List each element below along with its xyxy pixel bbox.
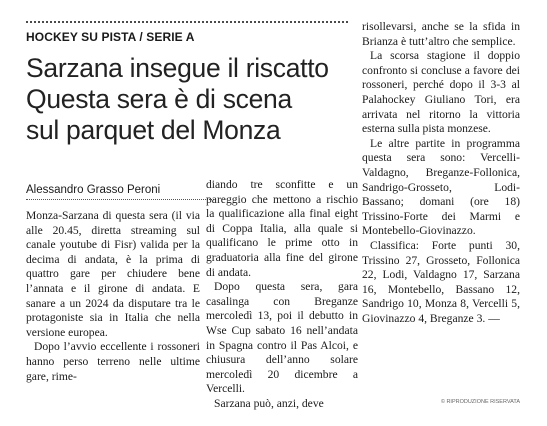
article-column-3 bbox=[362, 20, 520, 396]
paragraph: Dopo l’avvio eccellente i rossoneri hanno perso terreno nelle ultime gare, rime- bbox=[26, 340, 200, 383]
paragraph: Sarzana può, anzi, deve bbox=[214, 396, 324, 410]
article-column-2 bbox=[206, 178, 358, 414]
paragraph: La scorsa stagione il doppio confronto si concluse a favore dei rossoneri, perché dopo il 3-3 al Palahockey Giuliano Tori, era arrivata nel ritorno la vittoria esterna sulla pista monzese. bbox=[362, 49, 520, 136]
paragraph: diando tre sconfitte e un pareggio che mettono a rischio la qualificazione alla final eight di Coppa Italia, alla quale si qualificano le prime otto in graduatoria alla fine del girone di andata. bbox=[206, 178, 358, 279]
paragraph: risollevarsi, anche se la sfida in Brianza è tutt’altro che semplice. bbox=[362, 20, 520, 48]
copyright-notice: © RIPRODUZIONE RISERVATA bbox=[440, 399, 520, 405]
paragraph: Le altre partite in programma questa sera sono: Vercelli-Valdagno, Breganze-Follonica, Sandrigo-Grosseto, Lodi-Bassano; domani (ore 18) Trissino-Forte dei Marmi e Montebello-Giovinazzo. bbox=[362, 136, 520, 238]
article-column-1 bbox=[26, 209, 200, 414]
headline-line-3: sul parquet del Monza bbox=[26, 115, 281, 145]
paragraph: Dopo questa sera, gara casalinga con Breganze mercoledì 13, poi il debutto in Wse Cup sabato 16 nell’andata in Spagna contro il Pas Alcoi, e chiusura dell’anno solare mercoledì 20 dicembre a Vercelli. bbox=[206, 280, 358, 396]
headline-line-2: Questa sera è di scena bbox=[26, 84, 292, 114]
byline: Alessandro Grasso Peroni bbox=[26, 184, 161, 196]
section-label: HOCKEY SU PISTA / SERIE A bbox=[26, 30, 195, 44]
headline-line-1: Sarzana insegue il riscatto bbox=[26, 53, 329, 83]
byline-dotted-rule bbox=[26, 199, 214, 200]
paragraph: Monza-Sarzana di questa sera (il via alle 20.45, diretta streaming sul canale youtube di Fisr) valida per la decima di andata, è la prima di quattro gare per chiudere bene l’annata e il girone di andata. E sanare a un 2024 da disputare tra le protagoniste sia in Italia che nella versione europea. bbox=[26, 209, 200, 339]
top-dotted-rule bbox=[26, 21, 348, 23]
headline bbox=[26, 53, 356, 146]
paragraph: Classifica: Forte punti 30, Trissino 27, Grosseto, Follonica 22, Lodi, Valdagno 17, Sarzana 16, Montebello, Bassano 12, Sandrigo 10, Monza 8, Vercelli 5, Giovinazzo 4, Breganze 3. — bbox=[362, 238, 520, 325]
